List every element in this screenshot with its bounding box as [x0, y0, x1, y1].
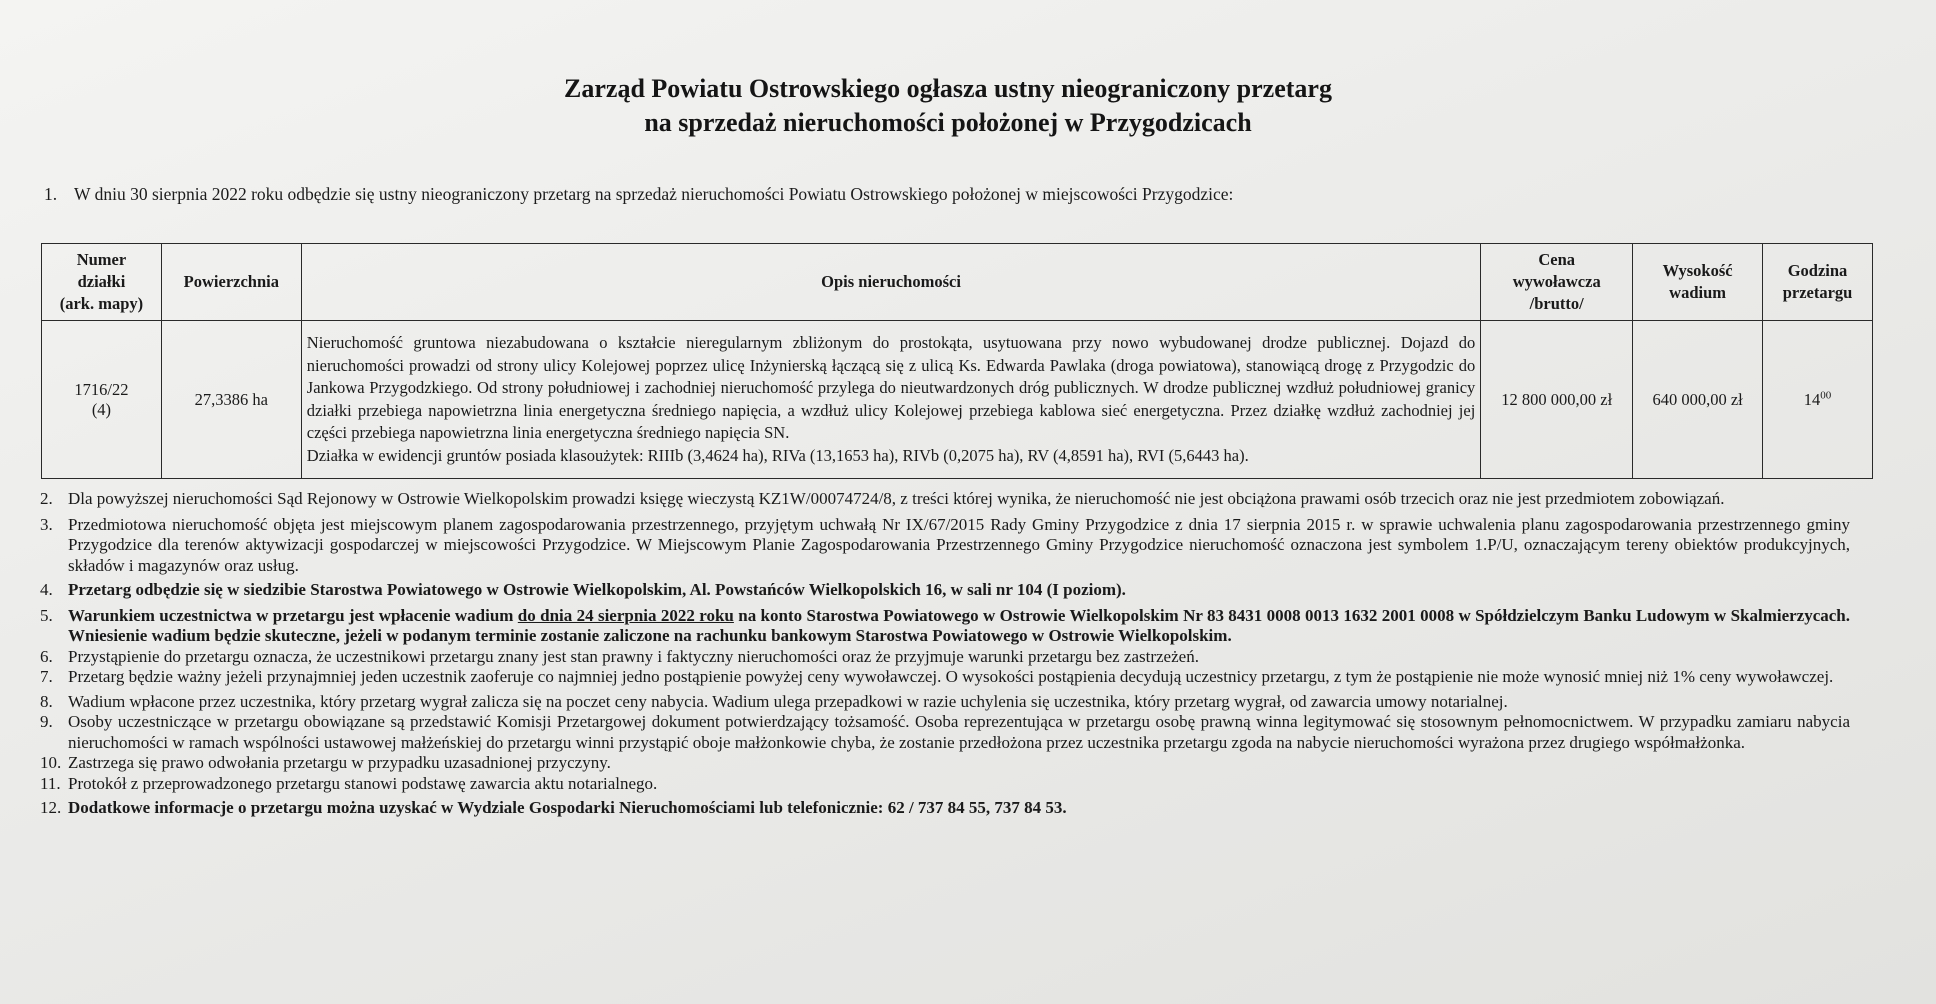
intro-number: 1.	[44, 184, 58, 204]
cell-hour	[1763, 321, 1873, 479]
list-item: 10. Zastrzega się prawo odwołania przetargu w przypadku uzasadnionej przyczyny.	[40, 753, 611, 772]
header-price: Cena wywoławcza /brutto/	[1481, 244, 1633, 321]
minutes-value: 00	[1820, 389, 1832, 401]
title-line-1: Zarząd Powiatu Ostrowskiego ogłasza ustny nieograniczony przetarg	[564, 74, 1332, 103]
header-deposit: Wysokość wadium	[1633, 244, 1763, 321]
intro-item	[44, 184, 1233, 205]
list-item: 7. Przetarg będzie ważny jeżeli przynajmniej jeden uczestnik zaoferuje co najmniej jedno postąpienie powyżej ceny wywoławczej. O wysokości postąpienia decydują uczestnicy przetargu, z tym że postąpienie nie może wynosić mniej niż 1% ceny wywoławczej.	[40, 667, 1834, 686]
hour-value: 14	[1803, 389, 1821, 409]
table-row	[42, 321, 1873, 479]
conditions-list	[40, 489, 1850, 819]
list-item: 11. Protokół z przeprowadzonego przetargu stanowi podstawę zawarcia aktu notarialnego.	[40, 773, 658, 793]
cell-parcel	[42, 321, 162, 479]
intro-text: W dniu 30 sierpnia 2022 roku odbędzie się ustny nieograniczony przetarg na sprzedaż nieruchomości Powiatu Ostrowskiego położonej w miejscowości Przygodzice:	[74, 184, 1234, 204]
parcel-number: 1716/22	[74, 379, 129, 399]
map-sheet: (4)	[91, 399, 112, 419]
list-item: 2. Dla powyższej nieruchomości Sąd Rejonowy w Ostrowie Wielkopolskim prowadzi księgę wieczystą KZ1W/00074724/8, z treści której wynika, że nieruchomość nie jest obciążona prawami osób trzecich oraz nie jest przedmiotem zobowiązań.	[40, 489, 1725, 508]
list-item: 5. Warunkiem uczestnictwa w przetargu jest wpłacenie wadium do dnia 24 sierpnia 2022 roku na konto Starostwa Powiatowego w Ostrowie Wielkopolskim Nr 83 8431 0008 0013 1632 2001 0008 w Spółdzielczym Banku Ludowym w Skalmierzycach. Wniesienie wadium będzie skuteczne, jeżeli w podanym terminie zostanie zaliczone na rachunku bankowym Starostwa Powiatowego w Ostrowie Wielkopolskim.	[40, 605, 1851, 645]
cell-deposit: 640 000,00 zł	[1633, 321, 1763, 479]
header-hour: Godzina przetargu	[1763, 244, 1873, 321]
list-item: 8. Wadium wpłacone przez uczestnika, który przetarg wygrał zalicza się na poczet ceny nabycia. Wadium ulega przepadkowi w razie uchylenia się uczestnika, który przetarg wygrał, od zawarcia umowy notarialnej.	[40, 691, 1508, 711]
list-item: 3. Przedmiotowa nieruchomość objęta jest miejscowym planem zagospodarowania przestrzennego, przyjętym uchwałą Nr IX/67/2015 Rady Gminy Przygodzice z dnia 17 sierpnia 2015 r. w sprawie uchwalenia planu zagospodarowania przestrzennego gminy Przygodzice dla terenów aktywizacji gospodarczej w miejscowości Przygodzice. W Miejscowym Planie Zagospodarowania Przestrzennego Gminy Przygodzice nieruchomość oznaczona jest symbolem 1.P/U, oznaczającym tereny obiektów produkcyjnych, składów i magazynów oraz usług.	[40, 514, 1850, 575]
table-header-row	[42, 244, 1873, 321]
property-table	[41, 243, 1873, 479]
header-area: Powierzchnia	[161, 244, 301, 321]
cell-description	[301, 321, 1481, 479]
header-parcel: Numer działki (ark. mapy)	[42, 244, 162, 321]
cell-price: 12 800 000,00 zł	[1481, 321, 1633, 479]
list-item: 12. Dodatkowe informacje o przetargu można uzyskać w Wydziale Gospodarki Nieruchomościami lub telefonicznie: 62 / 737 84 55, 737 84 53.	[40, 798, 1067, 817]
list-item: 6. Przystąpienie do przetargu oznacza, że uczestnikowi przetargu znany jest stan prawny i faktyczny nieruchomości oraz że przyjmuje warunki przetargu bez zastrzeżeń.	[40, 646, 1199, 666]
cell-area: 27,3386 ha	[161, 321, 301, 479]
description-text: Nieruchomość gruntowa niezabudowana o kształcie nieregularnym zbliżonym do prostokąta, usytuowana przy nowo wybudowanej drodze publicznej. Dojazd do nieruchomości prowadzi od strony ulicy Kolejowej poprzez ulicę Inżynierską łączącą się z ulicą Ks. Edwarda Pawlaka (droga powiatowa), stanowiącą drogę z Przygodzic do Jankowa Przygodzkiego. Od strony południowej i zachodniej nieruchomość przylega do nieutwardzonych dróg publicznych. W drodze publicznej wzdłuż południowej granicy działki przebiega napowietrzna linia energetyczna średniego napięcia, a wzdłuż ulicy Kolejowej przebiega kablowa sieć energetyczna. Przez działkę wzdłuż zachodniej jej części przebiega napowietrzna linia energetyczna średniego napięcia SN.	[306, 333, 1476, 442]
list-item: 9. Osoby uczestniczące w przetargu obowiązane są przedstawić Komisji Przetargowej dokument potwierdzający tożsamość. Osoba reprezentująca w przetargu osobę prawną winna legitymować się stosownym pełnomocnictwem. W przypadku zamiaru nabycia nieruchomości w ramach wspólności ustawowej małżeńskiej do przetargu winni przystąpić oboje małżonkowie chyba, że zostanie przedłożona przez uczestnika przetargu zgoda na nabycie nieruchomości wyrażona przez drugiego współmałżonka.	[40, 712, 1850, 752]
list-item: 4. Przetarg odbędzie się w siedzibie Starostwa Powiatowego w Ostrowie Wielkopolskim, Al. Powstańców Wielkopolskich 16, w sali nr 104 (I poziom).	[40, 580, 1126, 599]
description-land-classes: Działka w ewidencji gruntów posiada klasoużytek: RIIIb (3,4624 ha), RIVa (13,1653 ha), RIVb (0,2075 ha), RV (4,8591 ha), RVI (5,6443 ha).	[306, 445, 1249, 465]
title-line-2: na sprzedaż nieruchomości położonej w Przygodzicach	[644, 108, 1252, 137]
header-description: Opis nieruchomości	[301, 244, 1481, 321]
